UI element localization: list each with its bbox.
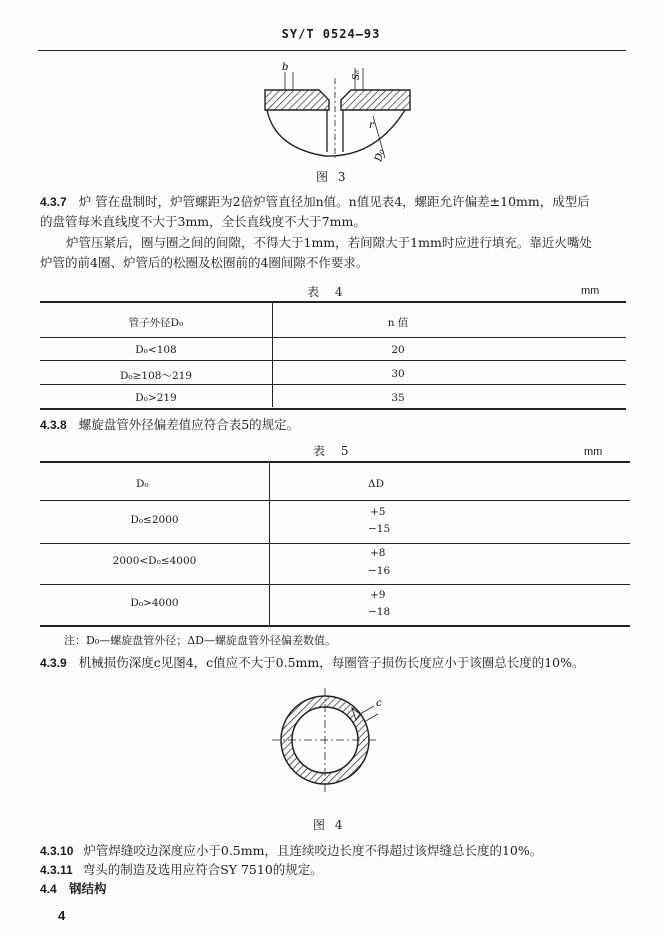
figure-4-drawing bbox=[268, 680, 398, 800]
table-5-row-rule bbox=[40, 543, 630, 544]
table-4-row-2-diameter: D₀≥108～219 bbox=[119, 370, 192, 382]
table-5-row-2-diameter: 2000<D₀≤4000 bbox=[112, 555, 197, 567]
document-code: SY/T 0524—93 bbox=[281, 27, 381, 41]
figure-3-label-b: b bbox=[282, 62, 289, 73]
table-5-row-3-upper: +9 bbox=[370, 589, 386, 601]
table-5-note: 注：D₀—螺旋盘管外径；ΔD—螺旋盘管外径偏差数值。 bbox=[64, 634, 336, 647]
table-4-unit: mm bbox=[581, 285, 600, 297]
table-5-top-rule bbox=[40, 461, 630, 463]
section-4-4-heading bbox=[40, 880, 107, 898]
page-number: 4 bbox=[58, 908, 66, 923]
section-4-3-11-number: 4.3.11 bbox=[40, 863, 73, 877]
figure-3-drawing bbox=[255, 58, 425, 168]
section-4-3-10-number: 4.3.10 bbox=[40, 844, 74, 858]
section-4-3-8-text: 螺旋盘管外径偏差值应符合表5的规定。 bbox=[78, 417, 300, 432]
table-5-header-diameter: D₀ bbox=[136, 478, 149, 490]
section-4-3-9 bbox=[40, 654, 585, 672]
table-4-row-1-diameter: D₀<108 bbox=[135, 344, 177, 356]
table-5-row-2-lower: −16 bbox=[368, 565, 391, 577]
table-5-row-2-upper: +8 bbox=[370, 547, 386, 559]
section-4-3-10 bbox=[40, 842, 542, 860]
section-4-3-8 bbox=[40, 416, 299, 434]
table-5-row-1-lower: −15 bbox=[368, 523, 391, 535]
table-5-row-1-diameter: D₀≤2000 bbox=[130, 514, 179, 526]
section-4-3-7-line-4: 炉管的前4圈、炉管后的松圈及松圈前的4圈间隙不作要求。 bbox=[40, 255, 369, 270]
table-5-header-deviation: ΔD bbox=[368, 478, 385, 490]
table-4-header-n: n 值 bbox=[387, 317, 409, 329]
table-5-bottom-rule bbox=[40, 625, 630, 627]
section-4-3-9-number: 4.3.9 bbox=[40, 656, 67, 670]
table-4-row-2-n: 30 bbox=[391, 368, 405, 380]
table-4-row-rule bbox=[40, 360, 626, 361]
table-4-header-diameter: 管子外径D₀ bbox=[128, 317, 184, 329]
section-4-3-7-line-3: 炉管压紧后，圈与圈之间的间隙，不得大于1mm，若间隙大于1mm时应进行填充。靠近火嘴处 bbox=[66, 235, 592, 250]
section-4-3-7-number: 4.3.7 bbox=[40, 195, 67, 209]
section-4-4-title: 钢结构 bbox=[69, 881, 107, 896]
figure-4-caption: 图 4 bbox=[313, 818, 346, 832]
figure-3-caption: 图 3 bbox=[316, 170, 349, 184]
section-4-3-8-number: 4.3.8 bbox=[40, 418, 67, 432]
table-4-header-rule bbox=[40, 337, 626, 338]
figure-3-left-plate bbox=[265, 90, 329, 110]
header-rule bbox=[38, 50, 626, 51]
section-4-3-7-text-1: 炉 管在盘制时，炉管螺距为2倍炉管直径加n值。n值见表4，螺距允许偏差±10mm，成型后 bbox=[78, 194, 590, 209]
table-5-row-rule bbox=[40, 584, 630, 585]
table-4-caption: 表 4 bbox=[307, 285, 349, 299]
figure-3-label-r: r bbox=[369, 120, 374, 131]
table-5-unit: mm bbox=[584, 446, 603, 458]
table-5-row-1-upper: +5 bbox=[370, 506, 386, 518]
section-4-3-11-text: 弯头的制造及选用应符合SY 7510的规定。 bbox=[82, 862, 323, 877]
figure-3-right-plate bbox=[341, 90, 410, 110]
table-4-row-1-n: 20 bbox=[391, 344, 405, 356]
section-4-3-7-line-1 bbox=[40, 193, 590, 211]
figure-3-label-d: D₀ bbox=[373, 148, 388, 163]
table-4-bottom-rule bbox=[40, 408, 626, 410]
table-5-header-rule bbox=[40, 500, 630, 501]
table-4-top-rule bbox=[40, 301, 626, 303]
section-4-3-10-text: 炉管焊缝咬边深度应小于0.5mm，且连续咬边长度不得超过该焊缝总长度的10%。 bbox=[83, 843, 543, 858]
table-5-row-3-diameter: D₀>4000 bbox=[130, 597, 179, 609]
section-4-4-number: 4.4 bbox=[40, 882, 57, 896]
figure-4-label-c: c bbox=[376, 698, 382, 709]
section-4-3-7-line-2: 的盘管每米直线度不大于3mm，全长直线度不大于7mm。 bbox=[40, 214, 366, 229]
table-4-row-rule bbox=[40, 384, 626, 385]
section-4-3-9-text: 机械损伤深度c见图4，c值应不大于0.5mm，每圈管子损伤长度应小于该圈总长度的10%。 bbox=[78, 655, 585, 670]
section-4-3-11 bbox=[40, 861, 323, 879]
figure-3-label-s: S₀ bbox=[352, 70, 362, 80]
figure-3-ring-body bbox=[267, 110, 405, 156]
table-5-row-3-lower: −18 bbox=[368, 606, 391, 618]
table-4-row-3-n: 35 bbox=[391, 392, 405, 404]
table-4-row-3-diameter: D₀>219 bbox=[135, 392, 177, 404]
table-5-caption: 表 5 bbox=[313, 444, 355, 458]
